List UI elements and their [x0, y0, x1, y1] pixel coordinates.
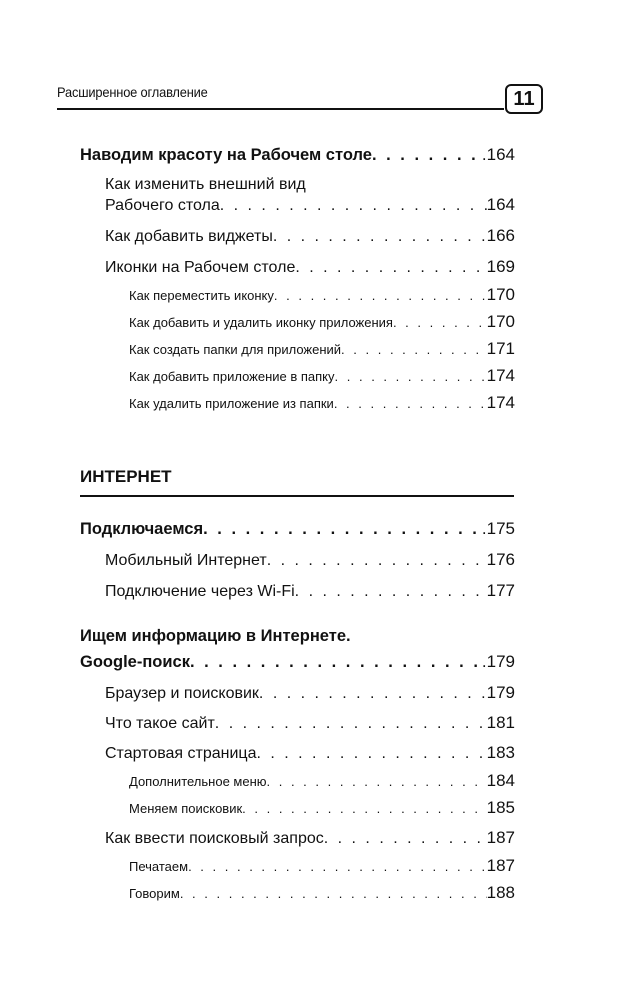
toc-subitem	[129, 883, 515, 903]
toc-page: 171	[486, 339, 515, 358]
toc-chapter	[80, 145, 515, 165]
toc-page: 187	[486, 828, 515, 847]
toc-subitem	[129, 285, 515, 305]
leader-dots	[335, 369, 487, 384]
toc-item	[105, 581, 515, 601]
toc-item	[105, 743, 515, 763]
toc-page: .175	[481, 519, 515, 538]
toc-chapter-line1: Ищем информацию в Интернете.	[80, 627, 351, 645]
toc-title: Подключаемся	[80, 520, 204, 538]
leader-dots	[203, 520, 482, 539]
leader-dots	[393, 315, 487, 330]
leader-dots	[273, 228, 487, 246]
header-rule	[57, 108, 504, 110]
leader-dots	[180, 886, 487, 901]
leader-dots	[295, 583, 487, 601]
leader-dots	[341, 342, 487, 357]
toc-title: Печатаем	[129, 859, 189, 874]
leader-dots	[215, 715, 487, 733]
leader-dots	[242, 801, 486, 816]
toc-page: .179	[481, 652, 515, 671]
toc-title: Как добавить приложение в папку	[129, 369, 335, 384]
toc-title: Говорим	[129, 886, 180, 901]
toc-chapter	[80, 652, 515, 672]
toc-title: Что такое сайт	[105, 715, 215, 732]
toc-page: 174	[486, 366, 515, 385]
toc-item-line1: Как изменить внешний вид	[105, 176, 306, 193]
leader-dots	[324, 830, 487, 848]
toc-item	[105, 226, 515, 246]
toc-page: 184	[486, 771, 515, 790]
toc-page: 185	[486, 798, 515, 817]
leader-dots	[295, 259, 486, 277]
toc-title: Как создать папки для приложений	[129, 342, 342, 357]
toc-title: Рабочего стола	[105, 197, 220, 214]
toc-title: Меняем поисковик	[129, 801, 243, 816]
toc-title: Подключение через Wi-Fi	[105, 583, 295, 600]
toc-title: Google-поиск	[80, 653, 190, 671]
toc-subitem	[129, 771, 515, 791]
toc-page: .164	[481, 145, 515, 164]
toc-title: Наводим красоту на Рабочем столе	[80, 146, 372, 164]
toc-page: 174	[486, 393, 515, 412]
toc-page: 170	[486, 312, 515, 331]
toc-page: 169	[486, 257, 515, 276]
toc-title: Мобильный Интернет	[105, 552, 267, 569]
toc-title: Иконки на Рабочем столе	[105, 259, 296, 276]
toc-item	[105, 195, 515, 215]
toc-page: 188	[486, 883, 515, 902]
toc-title: Браузер и поисковик	[105, 685, 259, 702]
toc-page: 164	[486, 195, 515, 214]
toc-item	[105, 550, 515, 570]
toc-title: Как ввести поисковый запрос	[105, 830, 324, 847]
leader-dots	[334, 396, 487, 411]
toc-title: Дополнительное меню	[129, 774, 267, 789]
toc-page: 179	[486, 683, 515, 702]
toc-chapter	[80, 519, 515, 539]
leader-dots	[220, 197, 487, 215]
toc-title: Как добавить и удалить иконку приложения	[129, 315, 393, 330]
leader-dots	[267, 774, 487, 789]
toc-page: 166	[486, 226, 515, 245]
toc-page: 183	[486, 743, 515, 762]
section-heading: ИНТЕРНЕТ	[80, 467, 172, 486]
toc-item	[105, 257, 515, 277]
running-header: Расширенное оглавление	[57, 84, 208, 100]
toc-page: 181	[486, 713, 515, 732]
section-rule	[80, 495, 514, 497]
toc-subitem	[129, 366, 515, 386]
toc-subitem	[129, 312, 515, 332]
leader-dots	[372, 146, 482, 165]
leader-dots	[259, 685, 487, 703]
toc-item	[105, 683, 515, 703]
toc-subitem	[129, 798, 515, 818]
leader-dots	[190, 653, 482, 672]
toc-page: 176	[486, 550, 515, 569]
toc-item	[105, 828, 515, 848]
leader-dots	[267, 552, 487, 570]
toc-subitem	[129, 856, 515, 876]
leader-dots	[256, 745, 486, 763]
page-number-badge: 11	[505, 84, 543, 114]
toc-page: 177	[486, 581, 515, 600]
toc-title: Как добавить виджеты	[105, 228, 273, 245]
toc-title: Как переместить иконку	[129, 288, 274, 303]
toc-item	[105, 713, 515, 733]
toc-page: 187	[486, 856, 515, 875]
toc-title: Стартовая страница	[105, 745, 257, 762]
toc-subitem	[129, 339, 515, 359]
leader-dots	[188, 859, 487, 874]
toc-page: 170	[486, 285, 515, 304]
leader-dots	[274, 288, 487, 303]
toc-title: Как удалить приложение из папки	[129, 396, 334, 411]
toc-subitem	[129, 393, 515, 413]
